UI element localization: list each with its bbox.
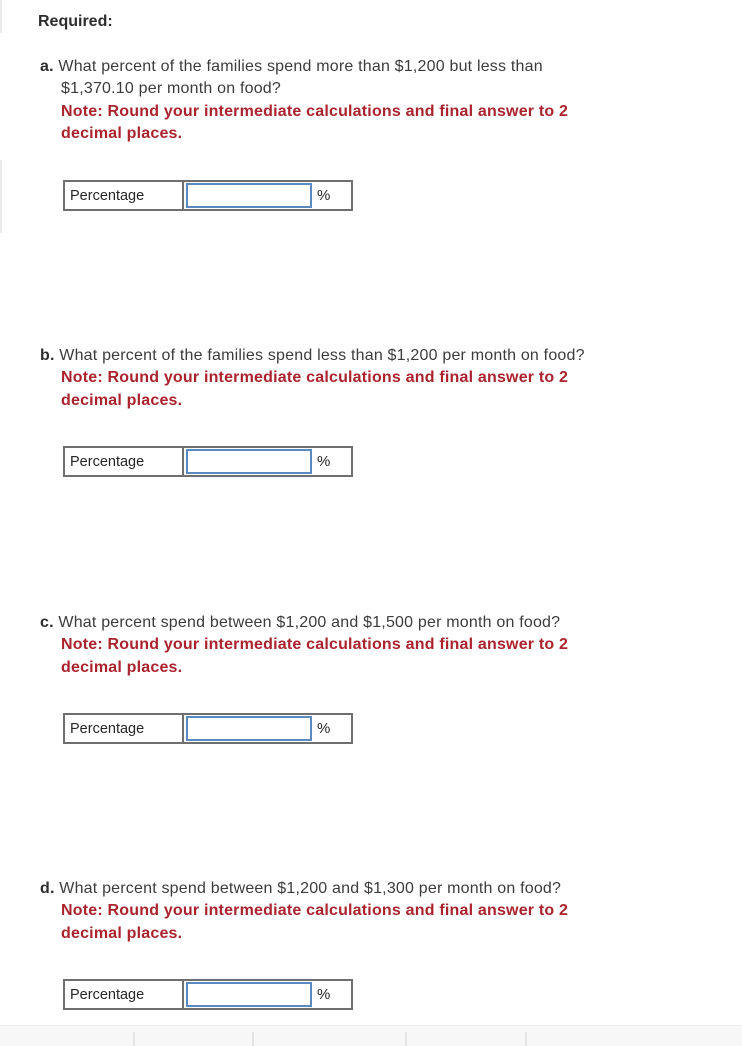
answer-field (184, 715, 351, 742)
percentage-label: Percentage (65, 981, 184, 1008)
note-line: decimal places. (61, 125, 183, 143)
percentage-input-d[interactable] (186, 982, 312, 1007)
note-line: Note: Round your intermediate calculations and final answer to 2 (61, 102, 569, 120)
answer-table-b (63, 446, 353, 477)
answer-field (184, 448, 351, 475)
question-section-b (40, 345, 730, 412)
question-text-line (40, 612, 730, 634)
percentage-label: Percentage (65, 448, 184, 475)
table-column-divider (405, 1032, 407, 1046)
note-line: Note: Round your intermediate calculations and final answer to 2 (61, 369, 569, 387)
bottom-strip (0, 1025, 742, 1046)
percent-unit: % (317, 187, 331, 204)
question-text-line (40, 56, 730, 78)
question-text: What percent of the families spend more than $1,200 but less than (58, 58, 543, 75)
question-text: What percent spend between $1,200 and $1,500 per month on food? (58, 614, 561, 631)
answer-table-a (63, 180, 353, 211)
table-column-divider (133, 1032, 135, 1046)
answer-table-d (63, 979, 353, 1010)
percent-unit: % (317, 986, 331, 1003)
percentage-input-a[interactable] (186, 183, 312, 208)
percentage-input-c[interactable] (186, 716, 312, 741)
percent-unit: % (317, 720, 331, 737)
question-text-line: $1,370.10 per month on food? (61, 80, 281, 98)
question-text-line (40, 345, 730, 367)
question-section-a (40, 56, 730, 146)
note-line: Note: Round your intermediate calculations and final answer to 2 (61, 902, 569, 920)
note-line: decimal places. (61, 924, 183, 942)
question-section-c (40, 612, 730, 679)
question-text: What percent spend between $1,200 and $1,300 per month on food? (59, 880, 562, 897)
table-column-divider (525, 1032, 527, 1046)
question-note (61, 634, 730, 679)
question-prefix: a. (40, 58, 54, 75)
answer-table-c (63, 713, 353, 744)
question-section-d (40, 878, 730, 945)
answer-field (184, 182, 351, 209)
answer-field (184, 981, 351, 1008)
note-line: decimal places. (61, 658, 183, 676)
percentage-label: Percentage (65, 182, 184, 209)
percentage-label: Percentage (65, 715, 184, 742)
question-prefix: b. (40, 347, 55, 364)
table-column-divider (252, 1032, 254, 1046)
left-edge-artifact-mid (0, 160, 2, 233)
question-note (61, 101, 730, 146)
note-line: decimal places. (61, 391, 183, 409)
question-prefix: d. (40, 880, 55, 897)
question-text-line (40, 878, 730, 900)
question-prefix: c. (40, 614, 54, 631)
percentage-input-b[interactable] (186, 449, 312, 474)
question-text: What percent of the families spend less than $1,200 per month on food? (59, 347, 585, 364)
note-line: Note: Round your intermediate calculations and final answer to 2 (61, 636, 569, 654)
question-note (61, 367, 730, 412)
percent-unit: % (317, 453, 331, 470)
left-edge-artifact-top (0, 0, 2, 33)
required-heading: Required: (38, 13, 113, 30)
question-note (61, 900, 730, 945)
